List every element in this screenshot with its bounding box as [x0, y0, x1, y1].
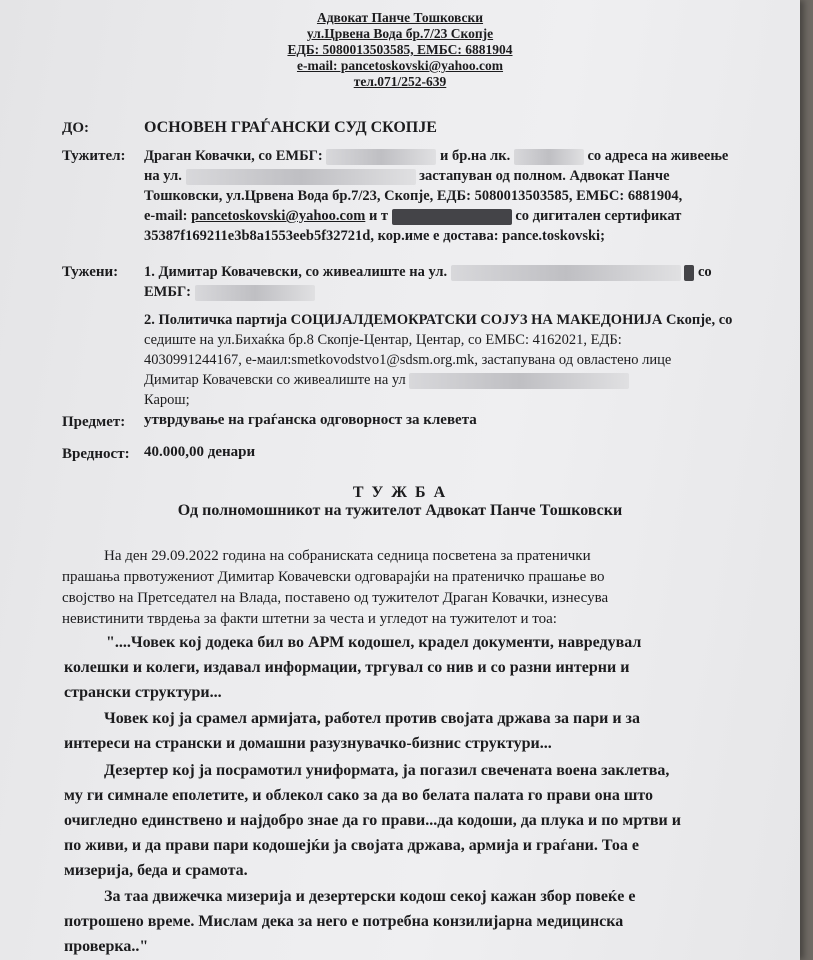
- plaintiff-l2a: на ул.: [144, 168, 182, 184]
- redaction-mark: [326, 149, 436, 165]
- quote-4-line-1: За таа движечка мизерија и дезертерски кодош секој кажан збор повеќе е: [104, 888, 636, 905]
- body-p1-line-2: прашања првотужениот Димитар Ковачевски одговарајќи на пратеничко прашање во: [62, 569, 605, 585]
- redaction-mark: [186, 169, 416, 185]
- quote-3-line-5: мизерија, беда и срамота.: [64, 862, 248, 879]
- body-p1-line-3: својство на Претседател на Влада, поставено од тужителот Драган Ковачки, изнесува: [62, 590, 609, 606]
- defendant-2-line-1: [144, 312, 732, 329]
- defendant-2a: 2. Политичка партија: [144, 312, 291, 328]
- plaintiff-l1a: Драган Ковачки, со ЕМБГ:: [144, 148, 323, 164]
- header-line-1: Адвокат Панче Тошковски: [316, 10, 484, 25]
- quote-3-line-3: очигледно единствено и најдобро знае да го прави...да кодоши, да плука и по мртви и: [64, 812, 681, 829]
- plaintiff-l1c: со адреса на живеење: [587, 148, 729, 164]
- subject-label: Предмет:: [62, 414, 126, 430]
- plaintiff-line-1: [144, 148, 728, 165]
- quote-4-line-3: проверка..": [64, 938, 149, 955]
- quote-1-line-1: "....Човек кој додека бил во АРМ кодошел, крадел документи, навредувал: [106, 634, 642, 651]
- defendant-2-line-5: Карош;: [144, 392, 190, 408]
- quote-1-line-2: колешки и колеги, издавал информации, тргувал со нив и со разни интерни и: [64, 659, 630, 676]
- redaction-mark: [392, 209, 512, 225]
- redaction-mark: [514, 149, 584, 165]
- to-value: ОСНОВЕН ГРАЃАНСКИ СУД СКОПЈЕ: [144, 119, 437, 136]
- plaintiff-l4a: e-mail:: [144, 208, 188, 224]
- defendant-2-l4: Димитар Ковачевски со живеалиште на ул: [144, 372, 406, 388]
- plaintiff-line-2: [144, 168, 670, 185]
- defendant-2-line-2: седиште на ул.Бихаќка бр.8 Скопје-Центар, Центар, со ЕМБС: 4162021, ЕДБ:: [144, 332, 622, 348]
- header-line-2: ул.Црвена Вода бр.7/23 Скопје: [306, 26, 494, 41]
- quote-2-line-1: Човек кој ја срамел армијата, работел против својата држава за пари и за: [104, 710, 640, 727]
- quote-3-line-4: по живи, и да прави пари кодошејќи ја својата држава, армија и граѓани. Тоа е: [64, 837, 639, 854]
- plaintiff-line-5: 35387f169211e3b8a1553eeb5f32721d, кор.име е достава: pance.toskovski;: [144, 228, 605, 244]
- document-subtitle: Од полномошникот на тужителот Адвокат Панче Тошковски: [177, 502, 623, 519]
- plaintiff-line-4: [144, 208, 681, 225]
- plaintiff-email: pancetoskovski@yahoo.com: [191, 208, 366, 224]
- document-title: Т У Ж Б А: [352, 484, 448, 501]
- header-line-4: e-mail: pancetoskovski@yahoo.com: [296, 58, 504, 73]
- header-line-3: ЕДБ: 5080013503585, ЕМБС: 6881904: [287, 42, 513, 57]
- redaction-mark: [409, 373, 629, 389]
- body-p1-line-1: На ден 29.09.2022 година на собраниската седница посветена за пратенички: [104, 548, 591, 564]
- defendants-label: Тужени:: [62, 264, 119, 280]
- worth-value: 40.000,00 денари: [144, 444, 256, 460]
- body-p1-line-4: невистинити тврдења за факти штетни за честа и угледот на тужителот и тоа:: [62, 611, 557, 627]
- plaintiff-l4b: и т: [368, 208, 389, 224]
- plaintiff-l2b: застапуван од полном. Адвокат Панче: [419, 168, 670, 184]
- defendant-2-party: СОЦИЈАЛДЕМОКРАТСКИ СОЈУЗ НА МАКЕДОНИЈА: [290, 312, 663, 328]
- defendant-2c: Скопје, со: [662, 312, 733, 328]
- redaction-mark: [451, 265, 681, 281]
- defendant-1-line-2: [144, 284, 315, 301]
- quote-1-line-3: странски структури...: [64, 684, 222, 701]
- defendant-1b: со: [698, 264, 712, 280]
- quote-3-line-2: му ги симнале еполетите, и облекол сако за да во белата палата го прави она што: [64, 787, 653, 804]
- plaintiff-label: Тужител:: [62, 148, 126, 164]
- plaintiff-l4c: со дигитален сертификат: [515, 208, 682, 224]
- header-line-5: тел.071/252-639: [353, 74, 447, 89]
- defendant-1-line-1: [144, 264, 712, 281]
- defendant-1a: 1. Димитар Ковачевски, со живеалиште на ул.: [144, 264, 448, 280]
- redaction-mark: [684, 265, 694, 281]
- redaction-mark: [195, 285, 315, 301]
- defendant-2-line-4: [144, 372, 629, 389]
- to-label: ДО:: [62, 120, 89, 136]
- subject-value: утврдување на граѓанска одговорност за клевета: [144, 412, 477, 428]
- defendant-2-line-3: 4030991244167, е-маил:smetkovodstvo1@sdsm.org.mk, застапувана од овластено лице: [144, 352, 672, 368]
- quote-4-line-2: потрошено време. Мислам дека за него е потребна конзилијарна медицинска: [64, 913, 624, 930]
- quote-2-line-2: интереси на странски и домашни разузнувачко-бизнис структури...: [64, 735, 552, 752]
- defendant-1c: ЕМБГ:: [144, 284, 191, 300]
- worth-label: Вредност:: [62, 446, 130, 462]
- plaintiff-line-3: Тошковски, ул.Црвена Вода бр.7/23, Скопје, ЕДБ: 5080013503585, ЕМБС: 6881904,: [144, 188, 683, 204]
- plaintiff-l1b: и бр.на лк.: [439, 148, 511, 164]
- quote-3-line-1: Дезертер кој ја посрамотил униформата, ја погазил свечената воена заклетва,: [104, 762, 670, 779]
